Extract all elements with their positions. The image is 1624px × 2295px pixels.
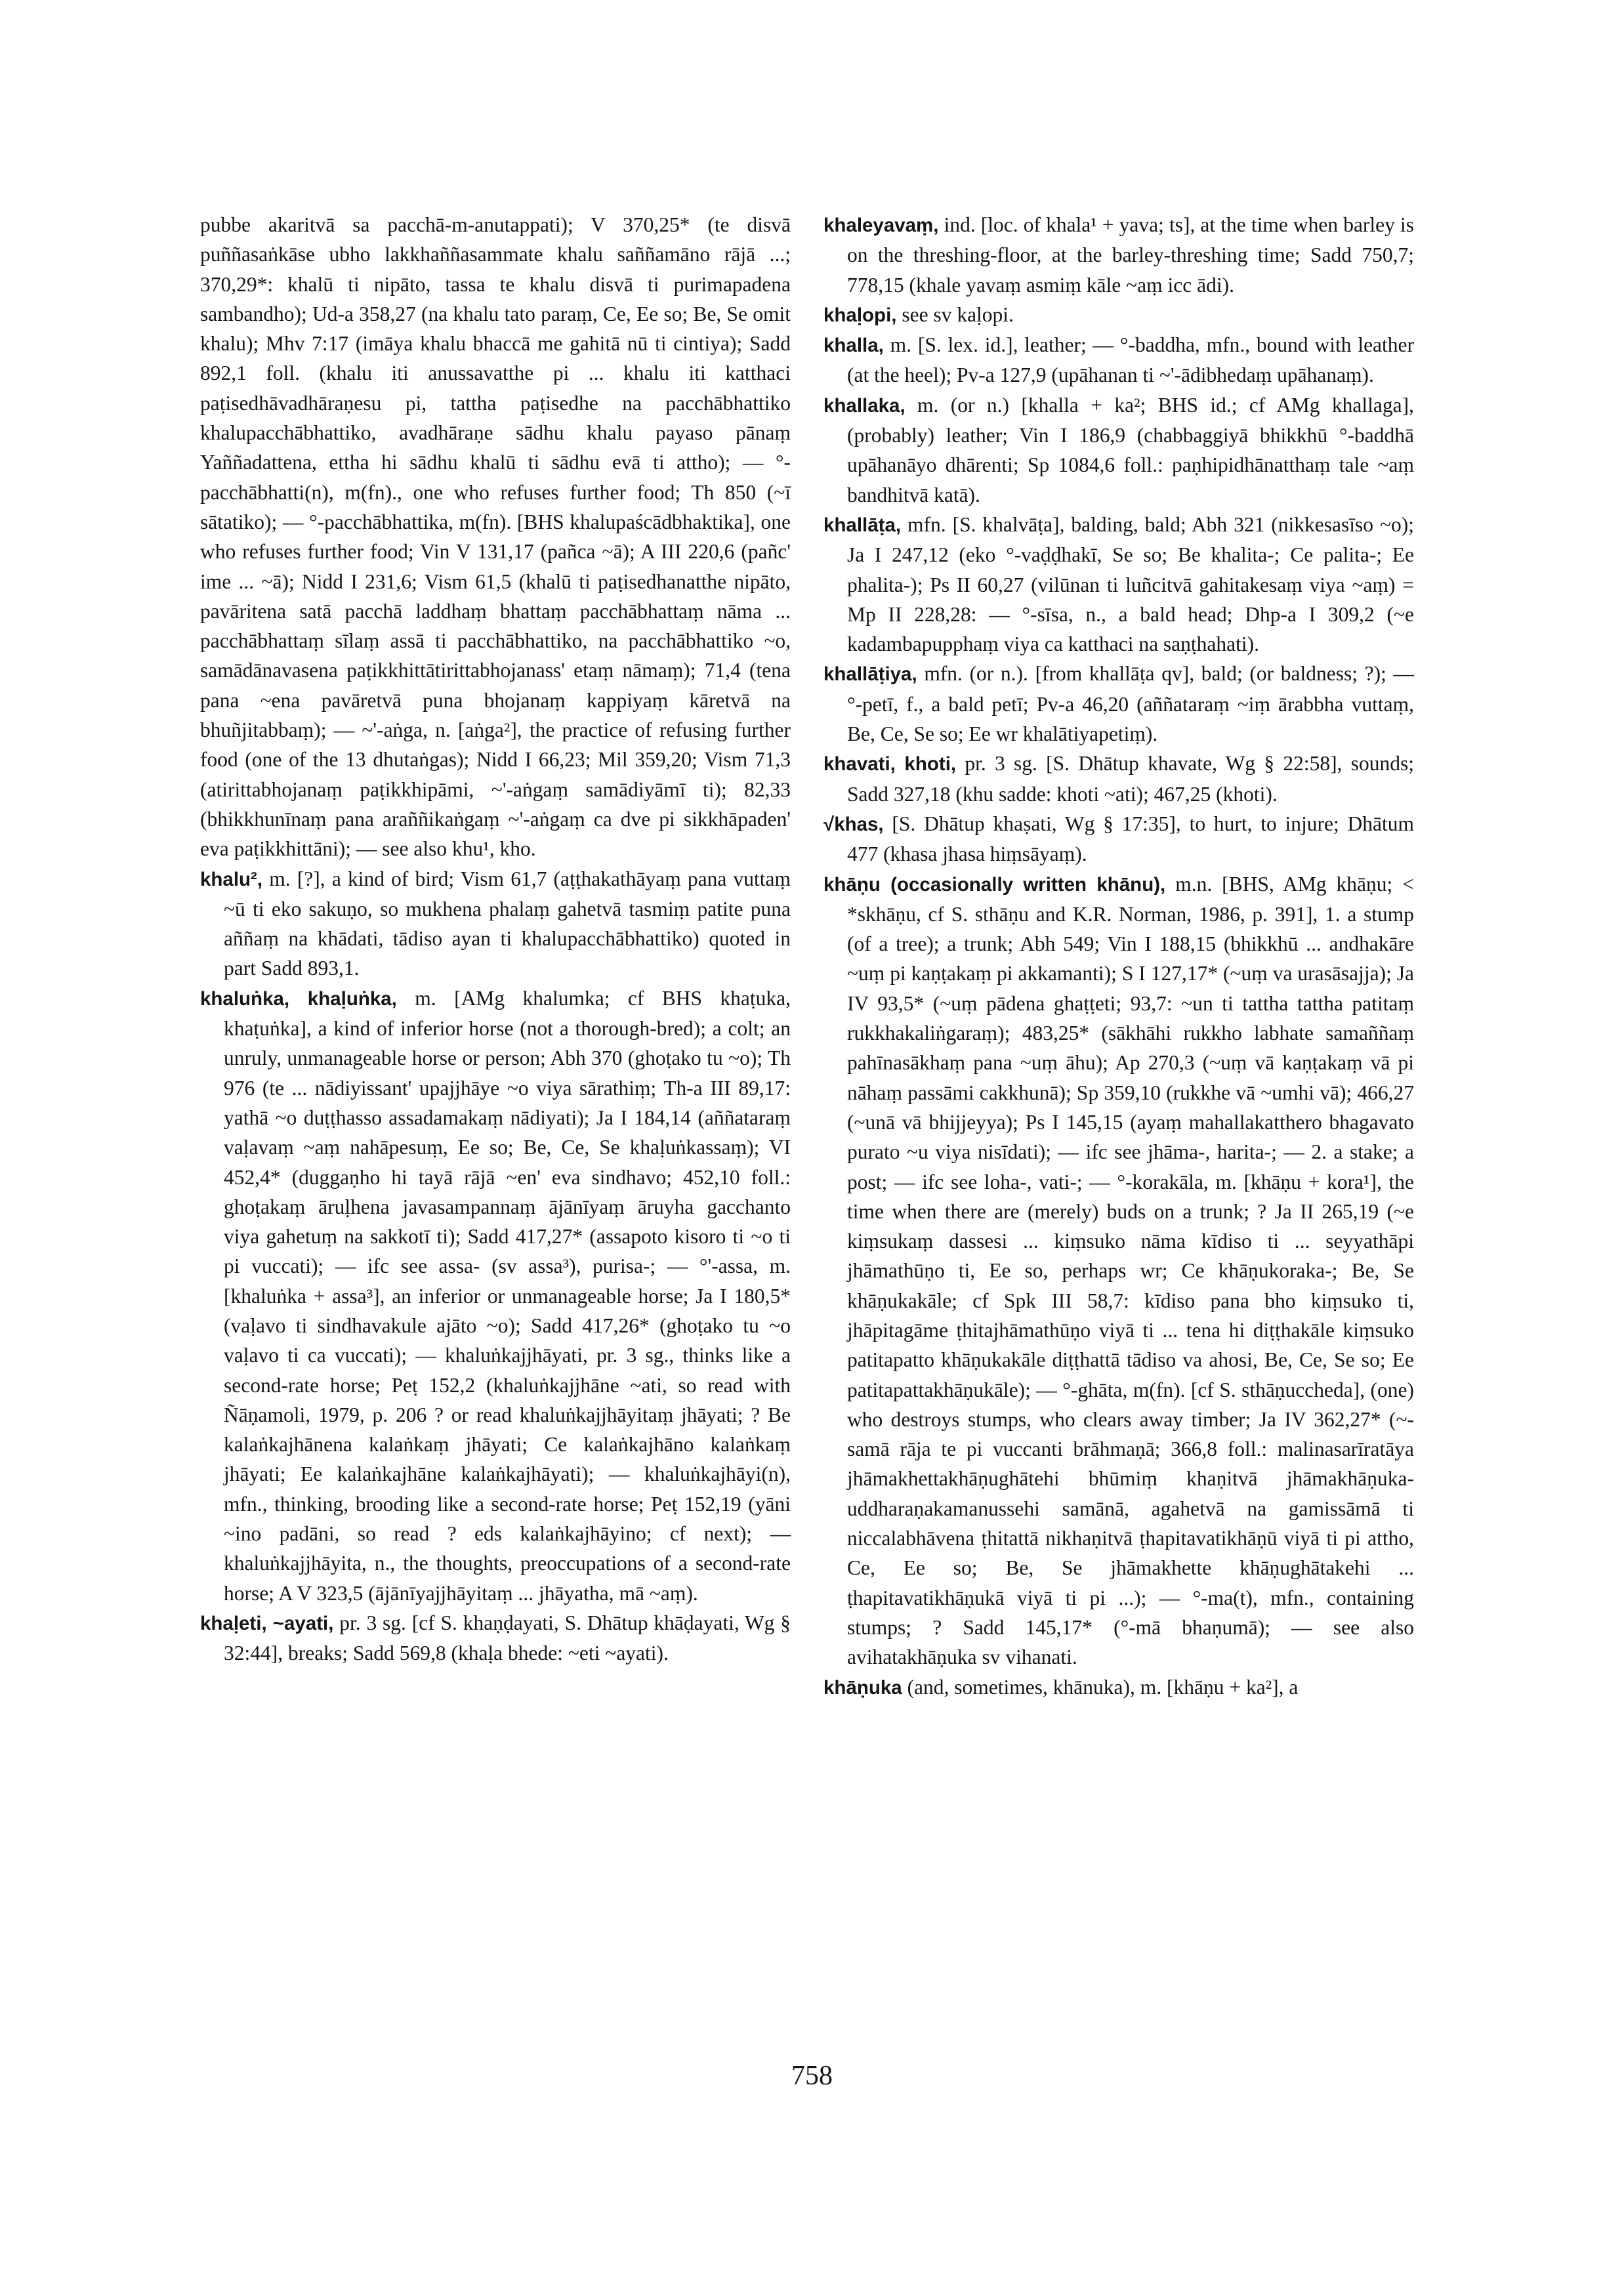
dictionary-entry <box>823 659 1414 749</box>
dictionary-entry <box>823 809 1414 869</box>
entry-headword: khavati, khoti, <box>823 753 957 775</box>
entry-text: pr. 3 sg. [cf S. khaṇḍayati, S. Dhātup khāḍayati, Wg § 32:44], breaks; Sadd 569,8 (khaḷa bhede: ~eti ~ayati). <box>224 1611 791 1665</box>
entry-headword: khāṇu (occasionally written khānu), <box>823 873 1166 896</box>
entry-text: [S. Dhātup khaṣati, Wg § 17:35], to hurt, to injure; Dhātum 477 (khasa jhasa hiṃsāyaṃ). <box>847 812 1414 866</box>
entry-text: ind. [loc. of khala¹ + yava; ts], at the time when barley is on the threshing-floor, at the barley-threshing time; Sadd 750,7; 778,15 (khale yavaṃ asmiṃ kāle ~aṃ icc ādi). <box>847 213 1415 297</box>
entry-headword: khāṇuka <box>823 1676 902 1699</box>
entry-text: pr. 3 sg. [S. Dhātup khavate, Wg § 22:58], sounds; Sadd 327,18 (khu sadde: khoti ~ati); 467,25 (khoti). <box>847 752 1414 806</box>
dictionary-entry <box>823 869 1414 1672</box>
entry-headword: khallāṭa, <box>823 514 902 536</box>
page-number: 758 <box>791 2061 833 2091</box>
dictionary-entry <box>200 210 791 864</box>
entry-text: (and, sometimes, khānuka), m. [khāṇu + ka²], a <box>907 1675 1299 1699</box>
left-column <box>200 210 791 1668</box>
entry-headword: khaleyavaṃ, <box>823 215 939 236</box>
entry-text: m.n. [BHS, AMg khāṇu; < *skhāṇu, cf S. sthāṇu and K.R. Norman, 1986, p. 391], 1. a stump (of a tree); a trunk; Abh 549; Vin I 188,15 (bhikkhū ... andhakāre ~uṃ pi kaṇṭakaṃ pi akkamanti); S I 127,17* (~uṃ va urasāsajja); Ja IV 93,5* (~uṃ pādena ghaṭṭeti; 93,7: ~un ti tattha tattha patitaṃ rukkhakaliṅgaraṃ); 483,25* (sākhāhi rukkho labhate samaññaṃ pahīnasākhaṃ pana ~uṃ āhu); Ap 270,3 (~uṃ vā kaṇṭakaṃ vā pi nāhaṃ passāmi cakkhunā); Sp 359,10 (rukkhe vā ~umhi vā); 466,27 (~unā vā bhijjeyya); Ps I 145,15 (ayaṃ mahallakatthero bhagavato purato ~u viya nisīdati); — ifc see jhāma-, harita-; — 2. a stake; a post; — ifc see loha-, vati-; — °-korakāla, m. [khāṇu + kora¹], the time when there are (merely) buds on a trunk; ? Ja II 265,19 (~e kiṃsukaṃ dassesi ... kiṃsuko nāma kīdiso ti ... seyyathāpi jhāmathūṇo ti, Ee so, perhaps wr; Ce khāṇukoraka-; Be, Se khāṇukakāle; cf Spk III 58,7: kīdiso pana bho kiṃsuko ti, jhāpitagāme ṭhitajhāmathūṇo viyā ti ... tena hi diṭṭhakāle kiṃsuko patitapatto khāṇukakāle diṭṭhattā tādiso va ahosi, Be, Ce, Se so; Ee patitapattakhāṇukāle); — °-ghāta, m(fn). [cf S. sthāṇuccheda], (one) who destroys stumps, who clears away timber; Ja IV 362,27* (~-samā rāja te pi vuccanti brāhmaṇā; 366,8 foll.: malinasarīratāya jhāmakhettakhāṇughātehi bhūmiṃ khaṇitvā jhāmakhāṇuka-uddharaṇakamanussehi samānā, agahetvā na gamissāmā ti niccalabhāvena ṭhitattā nikhaṇitvā ṭhapitavatikhāṇū viyā ti pi attho, Ce, Ee so; Be, Se jhāmakhette khāṇughātakehi ... ṭhapitavatikhāṇukā viyā ti pi ...); — °-ma(t), mfn., containing stumps; ? Sadd 145,17* (°-mā bhaṇumā); — see also avihatakhāṇuka sv vihanati. <box>847 872 1414 1669</box>
dictionary-entry <box>200 864 791 983</box>
entry-headword: √khas, <box>823 813 884 835</box>
dictionary-entry <box>823 390 1414 510</box>
entry-text: pubbe akaritvā sa pacchā-m-anutappati); V 370,25* (te disvā puññasaṅkāse ubho lakkhaññasammate khalu saññamāno rājā ...; 370,29*: khalū ti nipāto, tassa te khalu disvā ti purimapadena sambandho); Ud-a 358,27 (na khalu tato paraṃ, Ce, Ee so; Be, Se omit khalu); Mhv 7:17 (imāya khalu bhaccā me gahitā nū ti cintiya); Sadd 892,1 foll. (khalu iti anussavatthe pi ... khalu iti katthaci paṭisedhāvadhāraṇesu pi, tattha paṭisedhe na pacchābhattiko khalupacchābhattiko, avadhāraṇe sādhu khalu payaso pānaṃ Yaññadattena, ettha hi sādhu khalū ti sādhu evā ti attho); — °-pacchābhatti(n), m(fn)., one who refuses further food; Th 850 (~ī sātatiko); — °-pacchābhattika, m(fn). [BHS khalupaścādbhaktika], one who refuses further food; Vin V 131,17 (pañca ~ā); A III 220,6 (pañc' ime ... ~ā); Nidd I 231,6; Vism 61,5 (khalū ti paṭisedhanatthe nipāto, pavāritena satā pacchā laddhaṃ bhattaṃ pacchābhattaṃ nāma ... pacchābhattaṃ sīlaṃ assā ti pacchābhattiko, na pacchābhattiko ~o, samādānavasena paṭikkhittātirittabhojanass' etaṃ nāmaṃ); 71,4 (tena pana ~ena pavāretvā puna bhojanaṃ kappiyaṃ kāretvā na bhuñjitabbaṃ); — ~'-aṅga, n. [aṅga²], the practice of refusing further food (one of the 13 dhutaṅgas); Nidd I 66,23; Mil 359,20; Vism 71,3 (atirittabhojanaṃ paṭikkhipāmi, ~'-aṅgaṃ samādiyāmī ti); 82,33 (bhikkhunīnaṃ pana araññikaṅgaṃ ~'-aṅgaṃ ca dve pi sikkhāpaden' eva paṭikkhittāni); — see also khu¹, kho. <box>200 213 791 861</box>
entry-headword: khaluṅka, khaḷuṅka, <box>200 987 397 1010</box>
dictionary-entry <box>200 1608 791 1668</box>
dictionary-entry <box>823 749 1414 809</box>
entry-headword: khalla, <box>823 335 884 357</box>
entry-headword: khaḷopi, <box>823 304 897 326</box>
entry-headword: khalu², <box>200 868 263 890</box>
entry-text: m. [AMg khalumka; cf BHS khaṭuka, khaṭuṅka], a kind of inferior horse (not a thorough-bred); a colt; an unruly, unmanageable horse or person; Abh 370 (ghoṭako tu ~o); Th 976 (te ... nādiyissant' upajjhāye ~o viya sārathiṃ; Th-a III 89,17: yathā ~o duṭṭhasso assadamakaṃ nādiyati); Ja I 184,14 (aññataraṃ vaḷavaṃ ~aṃ nahāpesuṃ, Ee so; Be, Ce, Se khaḷuṅkassaṃ); VI 452,4* (duggaṇho hi tayā rājā ~en' eva sindhavo; 452,10 foll.: ghoṭakaṃ āruḷhena javasampannaṃ ājānīyaṃ āruyha gacchanto viya gahetuṃ na sakkotī ti); Sadd 417,27* (assapoto kisoro ti ~o ti pi vuccati); — ifc see assa- (sv assa³), purisa-; — °'-assa, m. [khaluṅka + assa³], an inferior or unmanageable horse; Ja I 180,5* (vaḷavo ti sindhavakule ajāto ~o); Sadd 417,26* (ghoṭako tu ~o vaḷavo ti ca vuccati); — khaluṅkajjhāyati, pr. 3 sg., thinks like a second-rate horse; Peṭ 152,2 (khaluṅkajjhāne ~ati, so read with Ñāṇamoli, 1979, p. 206 ? or read khaluṅkajjhāyitaṃ jhāyati; ? Be kalaṅkajhānena kalaṅkaṃ jhāyati; Ce kalaṅkajhāno kalaṅkaṃ jhāyati; Ee kalaṅkajhāne kalaṅkajhāyati); — khaluṅkajhāyi(n), mfn., thinking, brooding like a second-rate horse; Peṭ 152,19 (yāni ~ino padāni, so read ? eds kalaṅkajhāyino; cf next); — khaluṅkajjhāyita, n., the thoughts, preoccupations of a second-rate horse; A V 323,5 (ājānīyajjhāyitaṃ ... jhāyatha, mā ~aṃ). <box>224 986 791 1605</box>
entry-text: m. [S. lex. id.], leather; — °-baddha, mfn., bound with leather (at the heel); Pv-a 127,9 (upāhanan ti ~'-ādibhedaṃ upāhanaṃ). <box>847 333 1415 387</box>
dictionary-entry <box>200 983 791 1608</box>
dictionary-entry <box>823 510 1415 659</box>
entry-headword: khallaka, <box>823 394 906 417</box>
right-column <box>823 210 1414 1703</box>
dictionary-entry <box>823 1672 1414 1703</box>
dictionary-entry <box>823 300 1414 330</box>
entry-text: mfn. [S. khalvāṭa], balding, bald; Abh 321 (nikkesasīso ~o); Ja I 247,12 (eko °-vaḍḍhakī, Se so; Be khalita-; Ce palita-; Ee phalita-); Ps II 60,27 (vilūnan ti luñcitvā gahitakesaṃ viya ~aṃ) = Mp II 228,28: — °-sīsa, n., a bald head; Dhp-a I 309,2 (~e kadambapupphaṃ viya ca katthaci na saṇṭhahati). <box>847 512 1415 656</box>
entry-headword: khallāṭiya, <box>823 663 917 686</box>
entry-text: mfn. (or n.). [from khallāṭa qv], bald; (or baldness; ?); — °-petī, f., a bald petī; Pv-a 46,20 (aññataraṃ ~iṃ ārabbha vuttaṃ, Be, Ce, Se so; Ee wr khalātiyapetiṃ). <box>847 662 1414 746</box>
dictionary-entry <box>823 330 1415 390</box>
dictionary-entry <box>823 210 1415 300</box>
entry-headword: khaḷeti, ~ayati, <box>200 1612 334 1634</box>
entry-text: m. (or n.) [khalla + ka²; BHS id.; cf AMg khallaga], (probably) leather; Vin I 186,9 (chabbaggiyā bhikkhū °-baddhā upāhanāyo dhārenti; Sp 1084,6 foll.: paṇhipidhānatthaṃ tale ~aṃ bandhitvā katā). <box>847 393 1414 507</box>
entry-text: see sv kaḷopi. <box>902 302 1014 326</box>
entry-text: m. [?], a kind of bird; Vism 61,7 (aṭṭhakathāyaṃ pana vuttaṃ ~ū ti eko sakuṇo, so mukhena phalaṃ gahetvā tasmiṃ patite puna aññaṃ na khādati, tādiso ayan ti khalupacchābhattiko) quoted in part Sadd 893,1. <box>224 867 791 980</box>
